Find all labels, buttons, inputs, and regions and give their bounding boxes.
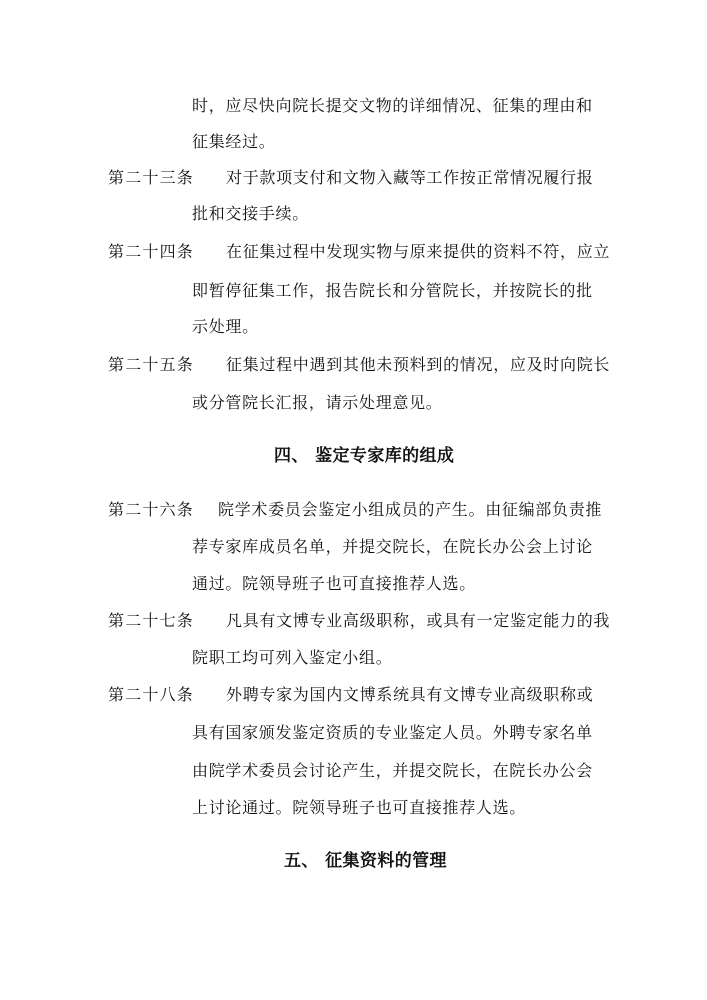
article-label: 第二十七条 — [108, 611, 195, 630]
article-line: 对于款项支付和文物入藏等工作按正常情况履行报 — [226, 168, 594, 187]
article-line: 即暂停征集工作，报告院长和分管院长，并按院长的批 — [192, 281, 593, 300]
article-line: 荐专家库成员名单，并提交院长，在院长办公会上讨论 — [192, 537, 593, 556]
article-line: 由院学术委员会讨论产生，并提交院长，在院长办公会 — [192, 761, 593, 780]
article-line: 具有国家颁发鉴定资质的专业鉴定人员。外聘专家名单 — [192, 723, 593, 742]
article-line: 凡具有文博专业高级职称，或具有一定鉴定能力的我 — [226, 611, 611, 630]
article-line: 在征集过程中发现实物与原来提供的资料不符，应立 — [226, 242, 611, 261]
article-label: 第二十六条 — [108, 500, 195, 519]
article-line: 征集过程中遇到其他未预料到的情况，应及时向院长 — [226, 355, 611, 374]
article-line: 通过。院领导班子也可直接推荐人选。 — [192, 574, 476, 593]
article-line: 示处理。 — [192, 317, 259, 336]
article-label: 第二十八条 — [108, 685, 195, 704]
article-line: 院学术委员会鉴定小组成员的产生。由征编部负责推 — [218, 500, 603, 519]
intro-line-2: 征集经过。 — [192, 132, 276, 151]
article-line: 院职工均可列入鉴定小组。 — [192, 648, 393, 667]
article-line: 上讨论通过。院领导班子也可直接推荐人选。 — [192, 798, 527, 817]
intro-line-1: 时，应尽快向院长提交文物的详细情况、征集的理由和 — [192, 96, 593, 115]
article-line: 或分管院长汇报，请示处理意见。 — [192, 393, 443, 412]
article-line: 批和交接手续。 — [192, 204, 309, 223]
article-label: 第二十三条 — [108, 168, 195, 187]
article-label: 第二十四条 — [108, 242, 195, 261]
article-label: 第二十五条 — [108, 355, 195, 374]
article-line: 外聘专家为国内文博系统具有文博专业高级职称或 — [226, 685, 594, 704]
section-heading-4: 四、 鉴定专家库的组成 — [274, 446, 455, 466]
section-heading-5: 五、 征集资料的管理 — [284, 851, 447, 871]
